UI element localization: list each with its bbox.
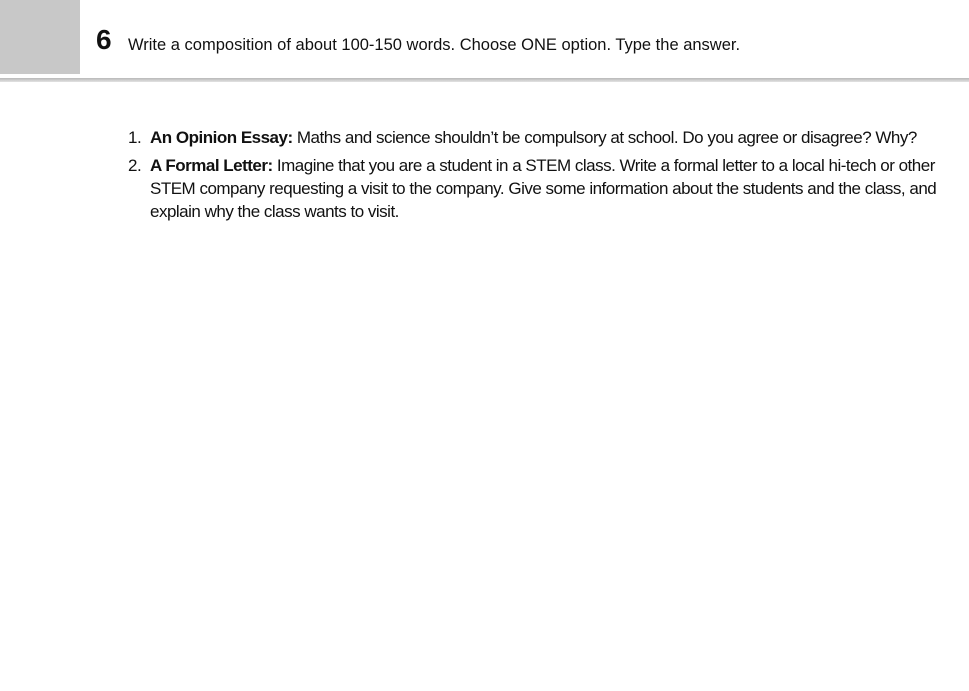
task-header (0, 0, 969, 78)
option-text: Maths and science shouldn’t be compulsory at school. Do you agree or disagree? Why? (292, 128, 917, 147)
option-title: An Opinion Essay: (150, 128, 293, 147)
task-instruction: Write a composition of about 100-150 words. Choose ONE option. Type the answer. (128, 36, 741, 54)
header-accent-block (0, 0, 80, 74)
option-opinion-essay (128, 126, 938, 149)
option-text: Imagine that you are a student in a STEM class. Write a formal letter to a local hi-tech or other STEM company requesting a visit to the company. Give some information about the students and the class, and explain why the class wants to visit. (150, 156, 937, 221)
option-formal-letter (128, 154, 938, 223)
composition-options-list (128, 126, 938, 228)
option-number: 1. (128, 128, 142, 147)
option-number: 2. (128, 156, 142, 175)
task-number: 6 (96, 24, 112, 55)
option-title: A Formal Letter: (150, 156, 273, 175)
header-divider (0, 78, 969, 82)
